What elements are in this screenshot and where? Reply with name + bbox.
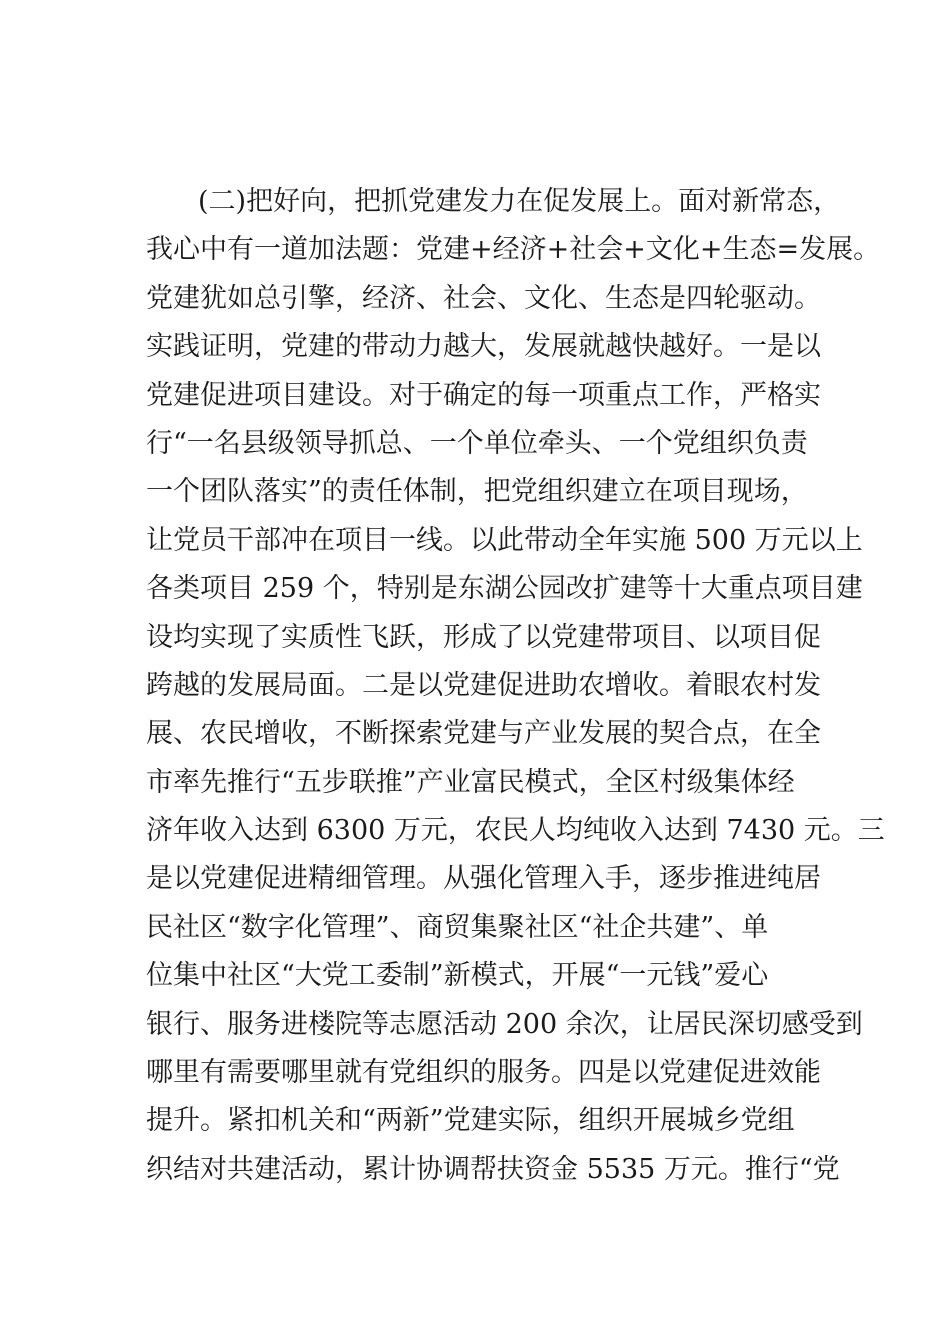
- paragraph-line: 让党员干部冲在项目一线。以此带动全年实施 500 万元以上: [146, 524, 863, 556]
- paragraph-line: 提升。紧扣机关和“两新”党建实际，组织开展城乡党组: [146, 1105, 795, 1137]
- paragraph-line: 党建犹如总引擎，经济、社会、文化、生态是四轮驱动。: [146, 282, 821, 314]
- paragraph-line: 实践证明，党建的带动力越大，发展就越快越好。一是以: [146, 331, 821, 363]
- paragraph-line: 济年收入达到 6300 万元，农民人均纯收入达到 7430 元。三: [146, 815, 885, 847]
- paragraph-line: 行“一名县级领导抓总、一个单位牵头、一个党组织负责: [146, 427, 808, 459]
- paragraph-line: (二)把好向，把抓党建发力在促发展上。面对新常态，: [198, 186, 841, 217]
- paragraph-line: 市率先推行“五步联推”产业富民模式，全区村级集体经: [146, 766, 795, 798]
- paragraph-line: 跨越的发展局面。二是以党建促进助农增收。着眼农村发: [146, 669, 821, 701]
- paragraph-line: 党建促进项目建设。对于确定的每一项重点工作，严格实: [146, 379, 821, 411]
- paragraph-line: 一个团队落实”的责任体制，把党组织建立在项目现场，: [146, 476, 808, 508]
- paragraph-line: 位集中社区“大党工委制”新模式，开展“一元钱”爱心: [146, 960, 769, 992]
- paragraph-line: 银行、服务进楼院等志愿活动 200 余次，让居民深切感受到: [146, 1008, 863, 1040]
- paragraph-line: 民社区“数字化管理”、商贸集聚社区“社企共建”、单: [146, 911, 769, 943]
- paragraph-line: 各类项目 259 个，特别是东湖公园改扩建等十大重点项目建: [146, 573, 863, 605]
- paragraph-line: 是以党建促进精细管理。从强化管理入手，逐步推进纯居: [146, 863, 821, 895]
- paragraph-line: 织结对共建活动，累计协调帮扶资金 5535 万元。推行“党: [146, 1153, 840, 1185]
- paragraph-line: 哪里有需要哪里就有党组织的服务。四是以党建促进效能: [146, 1057, 821, 1089]
- paragraph-line: 展、农民增收，不断探索党建与产业发展的契合点，在全: [146, 718, 821, 750]
- body-paragraph: [146, 178, 885, 1194]
- paragraph-line: 我心中有一道加法题：党建+经济+社会+文化+生态=发展。: [146, 234, 881, 266]
- paragraph-line: 设均实现了实质性飞跃，形成了以党建带项目、以项目促: [146, 621, 821, 653]
